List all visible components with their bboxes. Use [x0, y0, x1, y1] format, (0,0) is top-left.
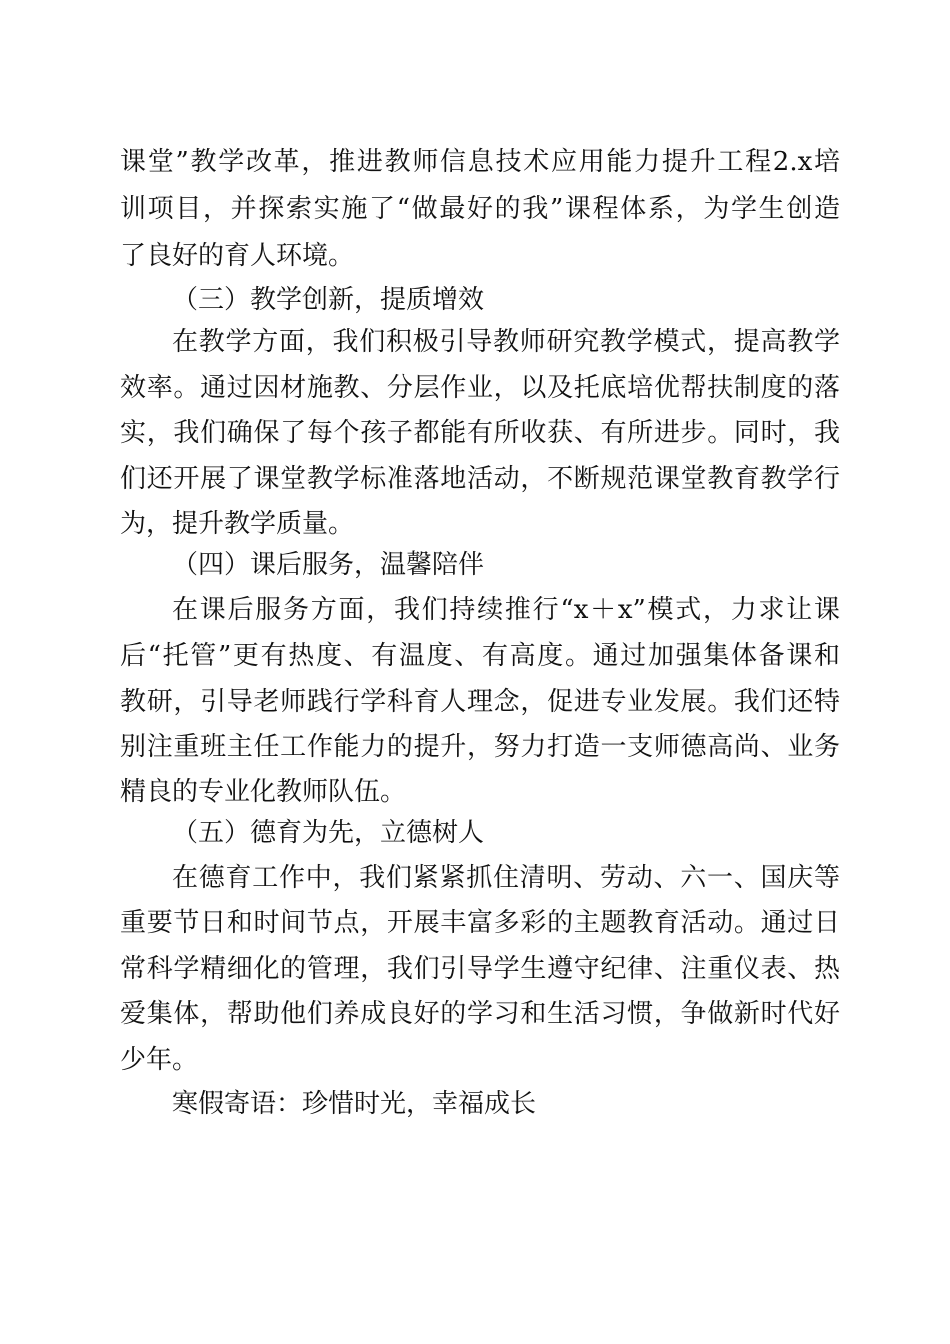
paragraph-line: 精良的专业化教师队伍。: [120, 777, 407, 807]
paragraph-line: 实，我们确保了每个孩子都能有所收获、有所进步。同时，我: [120, 418, 840, 448]
paragraph-line: 少年。: [120, 1045, 199, 1075]
paragraph-line: 在德育工作中，我们紧紧抓住清明、劳动、六一、国庆等: [172, 863, 840, 893]
paragraph-line: 在教学方面，我们积极引导教师研究教学模式，提高教学: [172, 327, 840, 357]
section-heading-3: （三）教学创新，提质增效: [172, 285, 485, 315]
paragraph-line: 重要节日和时间节点，开展丰富多彩的主题教育活动。通过日: [120, 908, 840, 938]
paragraph-line: 后“托管”更有热度、有温度、有高度。通过加强集体备课和: [120, 641, 840, 671]
paragraph-line: 了良好的育人环境。: [120, 241, 355, 271]
paragraph-line: 在课后服务方面，我们持续推行“x＋x”模式，力求让课: [172, 595, 840, 625]
paragraph-line: 们还开展了课堂教学标准落地活动，不断规范课堂教育教学行: [120, 464, 840, 494]
paragraph-line: 效率。通过因材施教、分层作业，以及托底培优帮扶制度的落: [120, 373, 840, 403]
section-heading-4: （四）课后服务，温馨陪伴: [172, 550, 485, 580]
closing-heading: 寒假寄语：珍惜时光，幸福成长: [172, 1089, 537, 1119]
paragraph-line: 别注重班主任工作能力的提升，努力打造一支师德高尚、业务: [120, 732, 840, 762]
section-heading-5: （五）德育为先，立德树人: [172, 818, 485, 848]
paragraph-line: 教研，引导老师践行学科育人理念，促进专业发展。我们还特: [120, 687, 840, 717]
paragraph-line: 训项目，并探索实施了“做最好的我”课程体系，为学生创造: [120, 194, 840, 224]
paragraph-line: 为，提升教学质量。: [120, 509, 355, 539]
paragraph-line: 爱集体，帮助他们养成良好的学习和生活习惯，争做新时代好: [120, 999, 840, 1029]
paragraph-line: 常科学精细化的管理，我们引导学生遵守纪律、注重仪表、热: [120, 954, 840, 984]
paragraph-line: 课堂”教学改革，推进教师信息技术应用能力提升工程2.x培: [120, 147, 840, 177]
